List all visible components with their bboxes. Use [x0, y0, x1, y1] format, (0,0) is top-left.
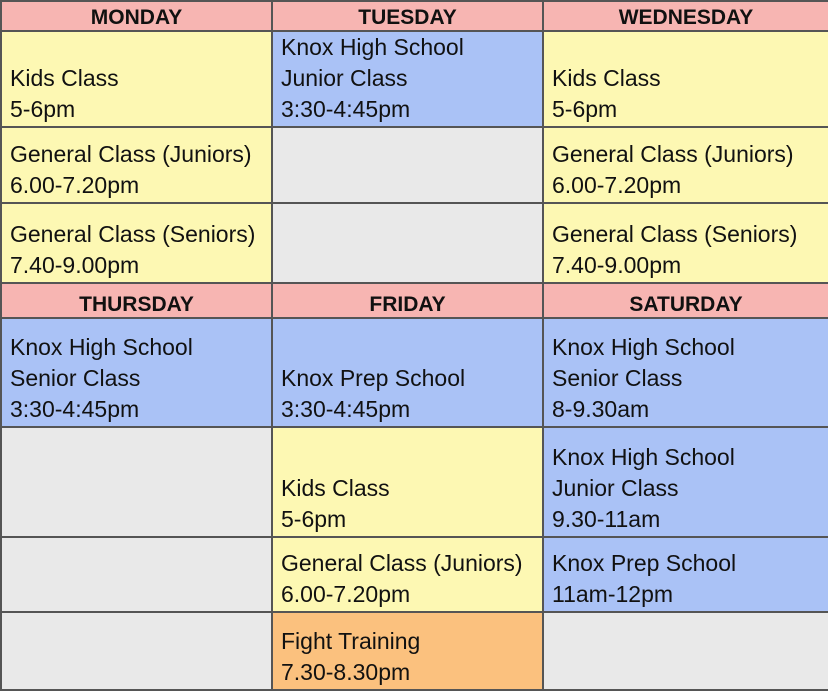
class-cell: [1, 127, 272, 203]
class-time: 7.30-8.30pm: [281, 659, 411, 685]
schedule-row: [1, 612, 828, 690]
class-cell: [543, 318, 828, 427]
schedule-row: [1, 537, 828, 612]
class-name: General Class (Juniors): [10, 141, 252, 167]
empty-cell: [543, 612, 828, 690]
schedule-row: [1, 427, 828, 537]
class-cell: [1, 318, 272, 427]
class-school: Knox High School: [281, 34, 464, 60]
empty-cell: [272, 203, 543, 283]
class-time: 3:30-4:45pm: [281, 96, 411, 122]
header-row-bottom: [1, 283, 828, 318]
class-cell: [543, 203, 828, 283]
class-cell: [272, 537, 543, 612]
empty-cell: [1, 537, 272, 612]
class-school: Knox Prep School: [552, 550, 737, 576]
class-time: 11am-12pm: [552, 581, 674, 607]
empty-cell: [1, 612, 272, 690]
class-school: Knox Prep School: [281, 365, 466, 391]
empty-cell: [1, 427, 272, 537]
class-cell: [1, 31, 272, 127]
class-name: Kids Class: [10, 65, 119, 91]
class-time: 6.00-7.20pm: [281, 581, 411, 607]
class-school: Knox High School: [552, 444, 735, 470]
class-cell: [272, 31, 543, 127]
class-time: 5-6pm: [552, 96, 618, 122]
class-school: Knox High School: [10, 334, 193, 360]
class-time: 7.40-9.00pm: [10, 252, 140, 278]
day-header-wednesday: WEDNESDAY: [543, 1, 828, 31]
class-time: 9.30-11am: [552, 506, 661, 532]
class-cell: [272, 612, 543, 690]
day-header-monday: MONDAY: [1, 1, 272, 31]
schedule-row: [1, 31, 828, 127]
class-cell: [272, 427, 543, 537]
day-header-friday: FRIDAY: [272, 283, 543, 318]
class-time: 5-6pm: [10, 96, 76, 122]
class-name: Senior Class: [552, 365, 683, 391]
class-cell: [543, 127, 828, 203]
class-time: 7.40-9.00pm: [552, 252, 682, 278]
class-cell: [543, 427, 828, 537]
class-school: Knox High School: [552, 334, 735, 360]
class-name: General Class (Seniors): [10, 221, 256, 247]
day-header-tuesday: TUESDAY: [272, 1, 543, 31]
class-name: Junior Class: [281, 65, 408, 91]
class-cell: [543, 31, 828, 127]
schedule-row: [1, 203, 828, 283]
class-name: Junior Class: [552, 475, 679, 501]
class-cell: [1, 203, 272, 283]
class-name: Kids Class: [281, 475, 390, 501]
empty-cell: [272, 127, 543, 203]
class-name: Fight Training: [281, 628, 421, 654]
class-time: 3:30-4:45pm: [281, 396, 411, 422]
class-cell: [543, 537, 828, 612]
class-cell: [272, 318, 543, 427]
class-name: Senior Class: [10, 365, 141, 391]
header-row-top: [1, 1, 828, 31]
class-name: General Class (Juniors): [552, 141, 794, 167]
class-time: 8-9.30am: [552, 396, 650, 422]
class-name: Kids Class: [552, 65, 661, 91]
schedule-row: [1, 318, 828, 427]
class-time: 6.00-7.20pm: [10, 172, 140, 198]
class-time: 6.00-7.20pm: [552, 172, 682, 198]
class-name: General Class (Seniors): [552, 221, 798, 247]
class-time: 5-6pm: [281, 506, 347, 532]
schedule-row: [1, 127, 828, 203]
class-name: General Class (Juniors): [281, 550, 523, 576]
class-time: 3:30-4:45pm: [10, 396, 140, 422]
day-header-saturday: SATURDAY: [543, 283, 828, 318]
day-header-thursday: THURSDAY: [1, 283, 272, 318]
